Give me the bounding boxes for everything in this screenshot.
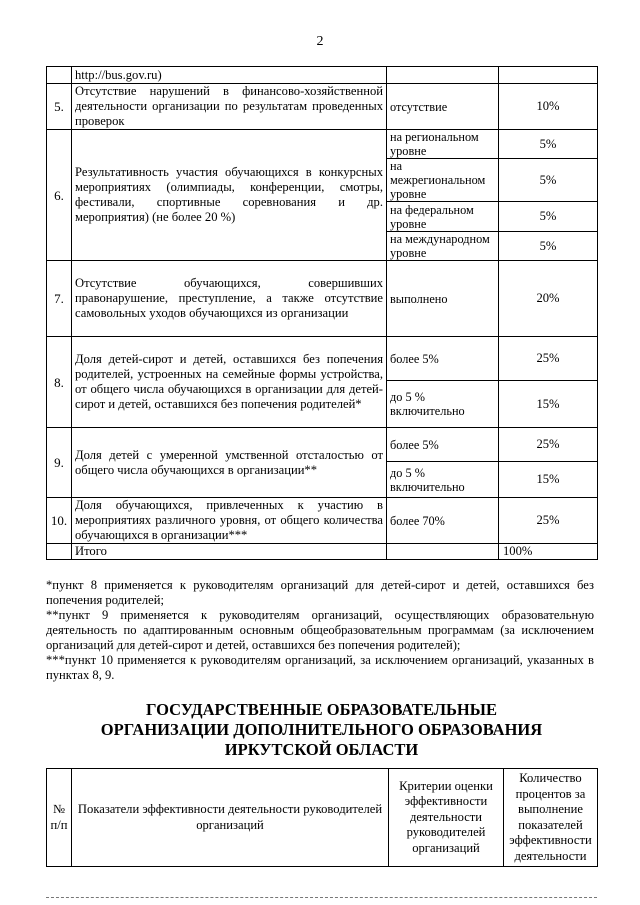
row-8-indicator: Доля детей-сирот и детей, оставшихся без попечения родителей, устроенных на семейные формы устройства, от общего числа обучающихся в организации для детей-сирот и детей, оставшихся без попечения родителей* [72, 337, 387, 428]
efficiency-table [46, 66, 598, 560]
table-row-8 [47, 337, 598, 381]
row-total-criterion [387, 544, 499, 560]
footnote-1: *пункт 8 применяется к руководителям организаций для детей-сирот и детей, оставшихся без попечения родителей; [46, 578, 594, 607]
row-6-percent-3: 5% [499, 202, 598, 232]
row-10-num: 10. [47, 498, 72, 544]
row-7-indicator: Отсутствие обучающихся, совершивших правонарушение, преступление, а также отсутствие самовольных уходов обучающихся из организации [72, 261, 387, 337]
row-7-criterion: выполнено [387, 261, 499, 337]
header-col-number: № п/п [47, 769, 72, 867]
row-total-label: Итого [72, 544, 387, 560]
row-7-percent: 20% [499, 261, 598, 337]
header-col-criteria: Критерии оценки эффективности деятельности руководителей организаций [389, 769, 504, 867]
section-title-line-2: ОРГАНИЗАЦИИ ДОПОЛНИТЕЛЬНОГО ОБРАЗОВАНИЯ [100, 720, 543, 739]
section-title-line-1: ГОСУДАРСТВЕННЫЕ ОБРАЗОВАТЕЛЬНЫЕ [146, 700, 497, 719]
page-number: 2 [316, 34, 324, 49]
row-8-criterion-1: более 5% [387, 337, 499, 381]
row-6-percent-4: 5% [499, 232, 598, 261]
row-total-value: 100% [499, 544, 598, 560]
row-url-criterion [387, 67, 499, 84]
table-row-10 [47, 498, 598, 544]
row-9-criterion-1: более 5% [387, 428, 499, 462]
row-8-percent-2: 15% [499, 381, 598, 428]
section-title [46, 700, 597, 760]
row-10-criterion: более 70% [387, 498, 499, 544]
row-9-percent-1: 25% [499, 428, 598, 462]
row-9-indicator: Доля детей с умеренной умственной отсталостью от общего числа обучающихся в организации** [72, 428, 387, 498]
header-row [47, 769, 598, 867]
table-row-9 [47, 428, 598, 462]
row-6-criterion-2: на межрегиональном уровне [387, 159, 499, 202]
row-6-criterion-1: на региональном уровне [387, 130, 499, 159]
row-8-percent-1: 25% [499, 337, 598, 381]
row-6-indicator: Результативность участия обучающихся в конкурсных мероприятиях (олимпиады, конференции, смотры, фестивали, спортивные соревнования и др. мероприятия) (не более 20 %) [72, 130, 387, 261]
table-row-total [47, 544, 598, 560]
row-url-text: http://bus.gov.ru) [72, 67, 387, 84]
row-6-num: 6. [47, 130, 72, 261]
section-title-line-3: ИРКУТСКОЙ ОБЛАСТИ [224, 740, 419, 759]
row-9-num: 9. [47, 428, 72, 498]
row-8-num: 8. [47, 337, 72, 428]
row-total-num [47, 544, 72, 560]
header-col-indicators: Показатели эффективности деятельности руководителей организаций [72, 769, 389, 867]
row-6-criterion-4: на международном уровне [387, 232, 499, 261]
header-table [46, 768, 598, 867]
row-5-indicator: Отсутствие нарушений в финансово-хозяйственной деятельности организации по результатам проведенных проверок [72, 84, 387, 130]
row-5-criterion: отсутствие [387, 84, 499, 130]
row-6-percent-1: 5% [499, 130, 598, 159]
row-5-percent: 10% [499, 84, 598, 130]
table-row-5 [47, 84, 598, 130]
row-url-percent [499, 67, 598, 84]
row-9-criterion-2: до 5 % включительно [387, 462, 499, 498]
row-5-num: 5. [47, 84, 72, 130]
row-url-num [47, 67, 72, 84]
footnote-2: **пункт 9 применяется к руководителям организаций, осуществляющих образовательную деятельность по адаптированным основным общеобразовательным программам (за исключением организаций для детей-сирот и детей, оставшихся без попечения родителей); [46, 608, 594, 652]
row-9-percent-2: 15% [499, 462, 598, 498]
row-7-num: 7. [47, 261, 72, 337]
row-10-percent: 25% [499, 498, 598, 544]
footnotes [46, 578, 594, 683]
row-6-criterion-3: на федеральном уровне [387, 202, 499, 232]
bottom-divider [46, 897, 597, 898]
row-10-indicator: Доля обучающихся, привлеченных к участию в мероприятиях различного уровня, от общего количества обучающихся в организации*** [72, 498, 387, 544]
footnote-3: ***пункт 10 применяется к руководителям организаций, за исключением организаций, указанных в пунктах 8, 9. [46, 653, 594, 682]
row-6-percent-2: 5% [499, 159, 598, 202]
table-row-url [47, 67, 598, 84]
table-row-7 [47, 261, 598, 337]
table-row-6 [47, 130, 598, 159]
header-col-percent: Количество процентов за выполнение показателей эффективности деятельности [504, 769, 598, 867]
row-8-criterion-2: до 5 % включительно [387, 381, 499, 428]
